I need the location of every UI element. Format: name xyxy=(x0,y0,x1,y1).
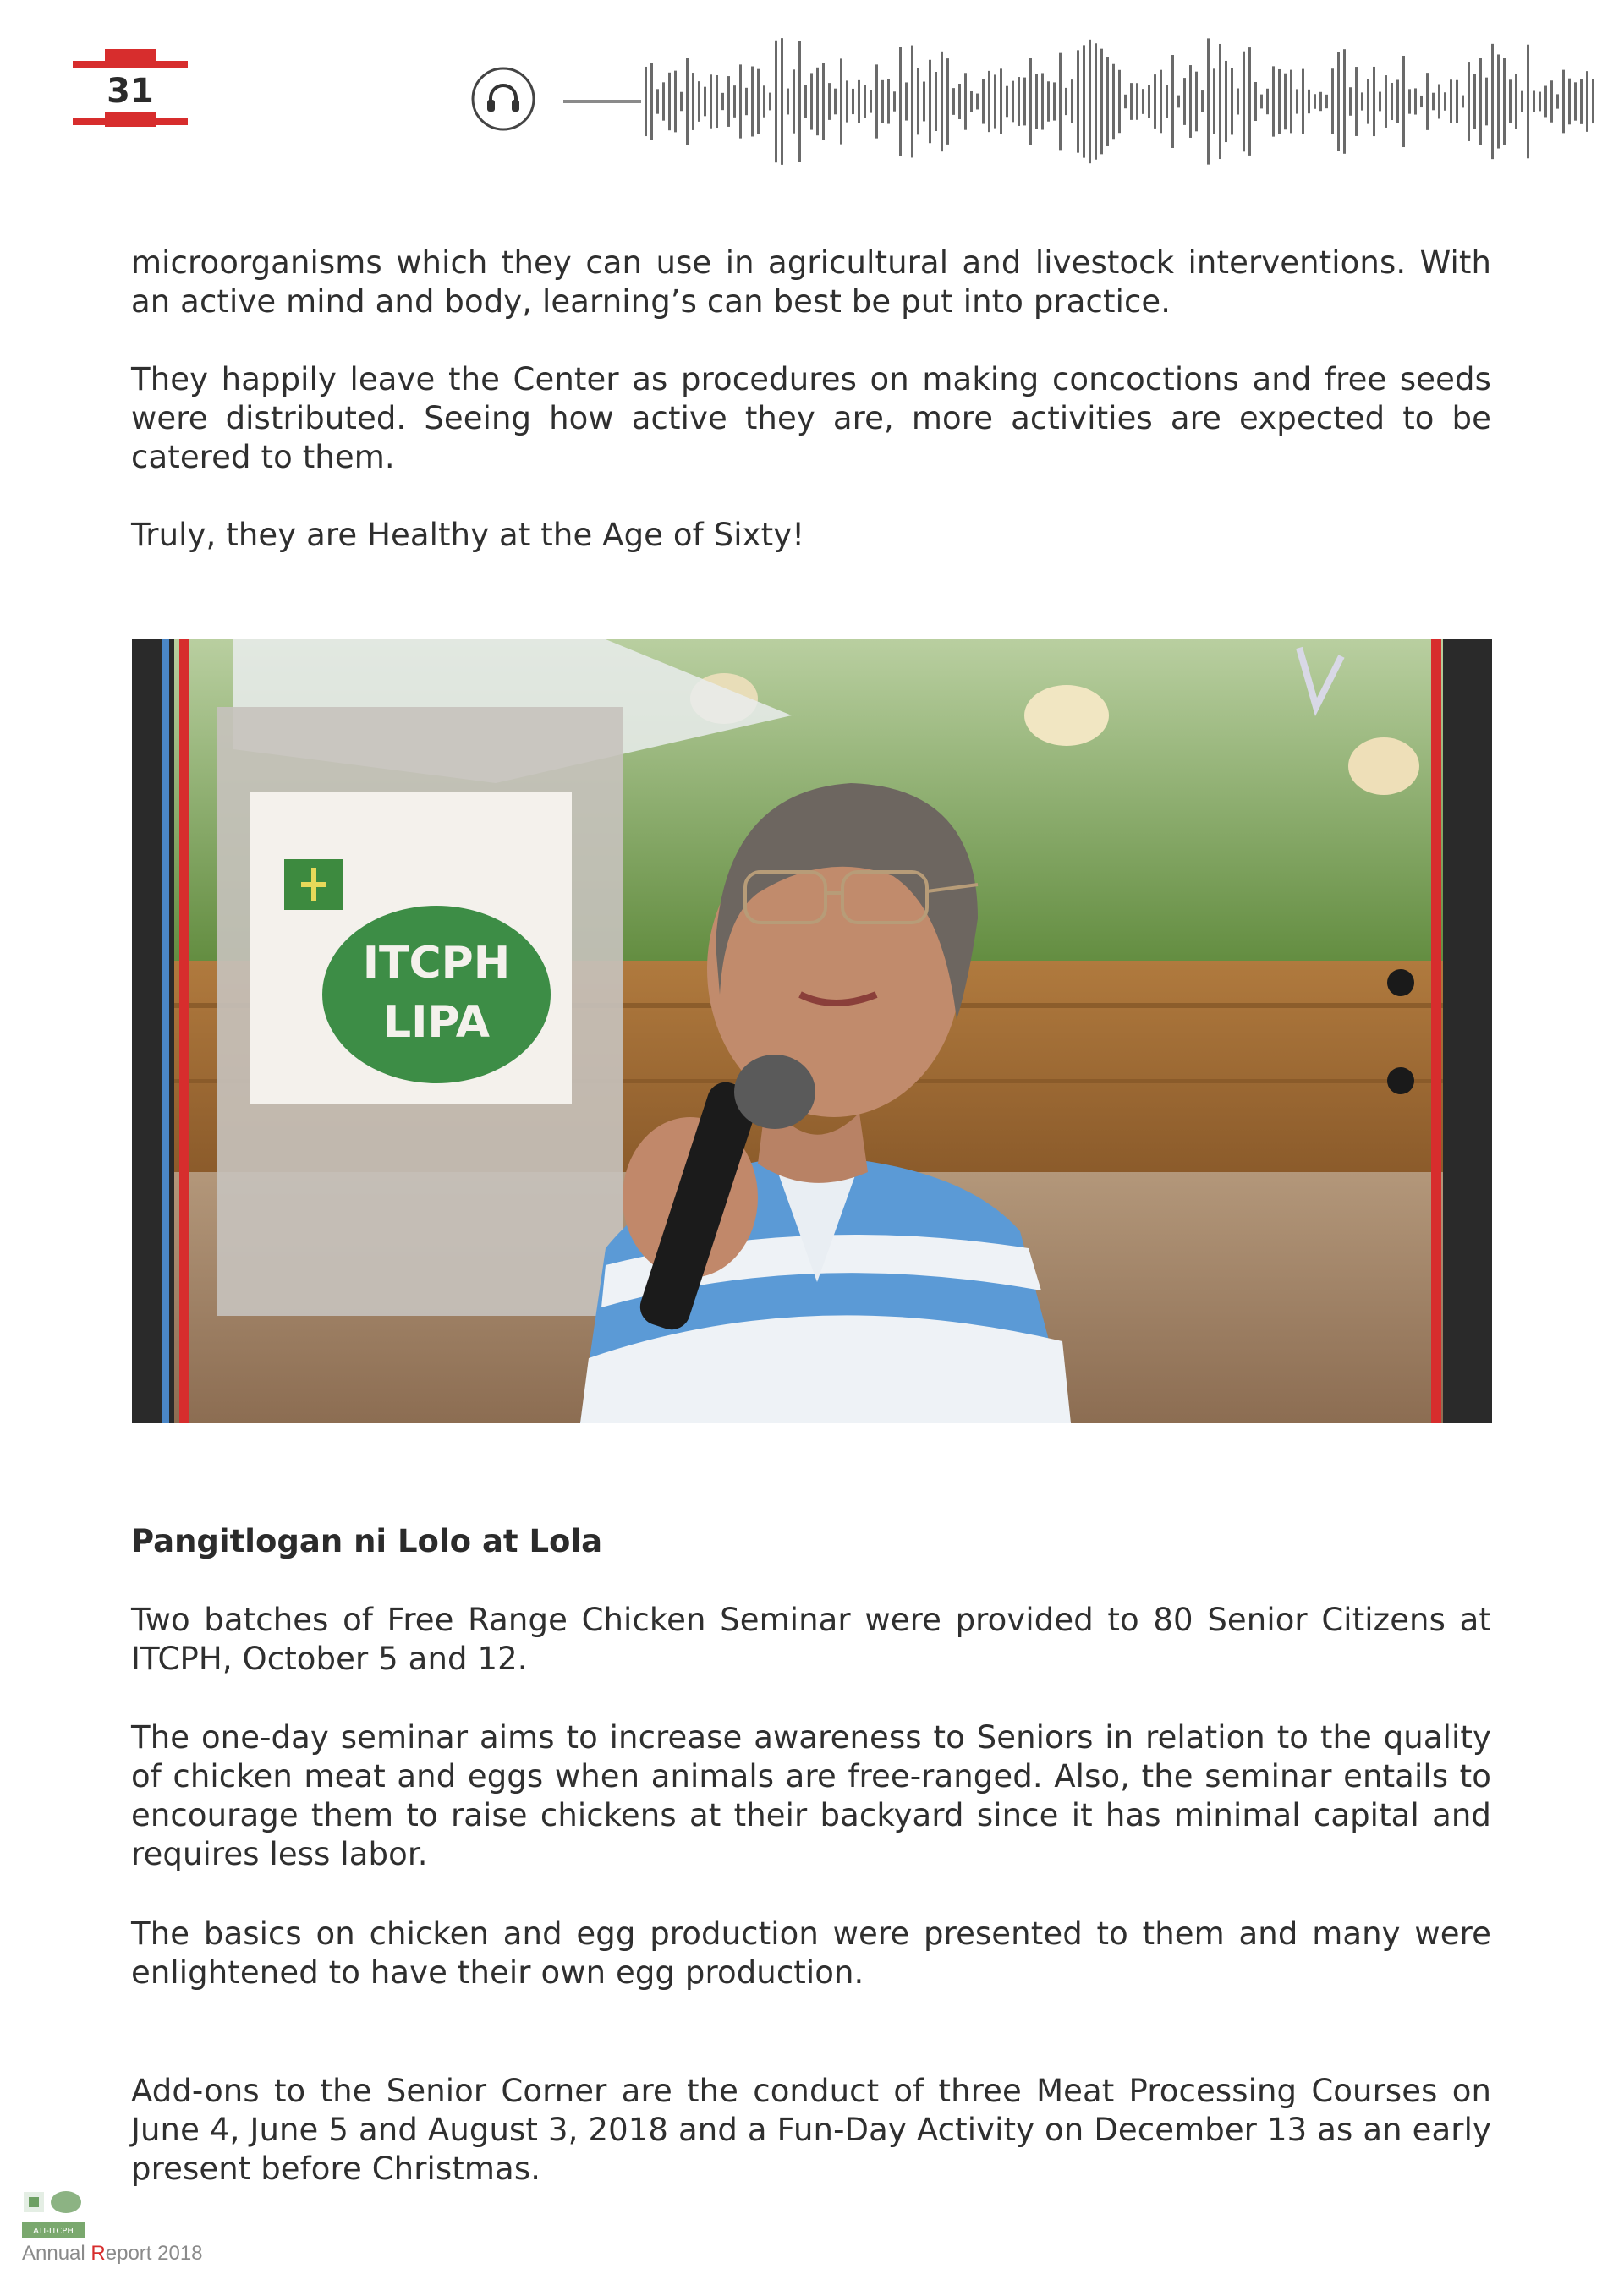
waveform-bar xyxy=(1325,95,1328,108)
photo-logo-text-1: ITCPH xyxy=(362,938,511,989)
waveform-bar xyxy=(1497,54,1500,148)
waveform-bar xyxy=(1367,79,1369,123)
waveform-bar xyxy=(864,85,866,118)
waveform-bar xyxy=(994,74,996,128)
waveform-bar xyxy=(787,89,789,115)
waveform-bar xyxy=(1231,68,1233,135)
waveform-bar xyxy=(1201,90,1204,112)
waveform-bar xyxy=(1219,44,1221,159)
photo-dot-1 xyxy=(1387,969,1414,996)
waveform-bar xyxy=(1396,79,1399,123)
waveform-bar xyxy=(917,68,919,135)
paragraph-healthy-sixty: Truly, they are Healthy at the Age of Sixty! xyxy=(131,517,805,553)
waveform-bar xyxy=(1361,92,1363,110)
paragraph-two-batches: Two batches of Free Range Chicken Seminar were provided to 80 Senior Citizens at ITCPH, October 5 and 12. xyxy=(131,1602,1491,1677)
waveform-bar xyxy=(1515,74,1517,129)
waveform-bar xyxy=(1592,79,1594,123)
waveform-bar xyxy=(1491,44,1494,159)
waveform-bar xyxy=(1426,73,1429,130)
waveform-bar xyxy=(840,58,842,144)
waveform-bar xyxy=(662,82,665,120)
waveform-bar xyxy=(1154,74,1156,129)
waveform-bar xyxy=(935,72,937,131)
waveform-bar xyxy=(757,69,760,134)
waveform-bar xyxy=(1047,81,1050,121)
waveform-bar xyxy=(1438,85,1440,119)
footer-report-word-annual: Annual xyxy=(22,2242,85,2265)
waveform-bar xyxy=(1302,69,1304,134)
waveform-bar xyxy=(941,52,943,151)
waveform-bar xyxy=(1124,95,1127,108)
waveform-bar xyxy=(1006,86,1008,118)
waveform-bar xyxy=(1136,83,1138,120)
audio-waveform-icon[interactable] xyxy=(563,30,1600,173)
waveform-bar xyxy=(1408,89,1411,113)
photo-dot-2 xyxy=(1387,1067,1414,1094)
waveform-bar xyxy=(733,85,736,118)
waveform-bar xyxy=(645,67,647,136)
waveform-bar xyxy=(1314,94,1316,109)
waveform-bar xyxy=(1456,80,1458,123)
waveform-bar xyxy=(769,93,771,111)
waveform-bar xyxy=(1148,85,1150,118)
waveform-bar xyxy=(1568,79,1571,125)
waveform-bar xyxy=(970,91,973,112)
waveform-bar xyxy=(1414,88,1417,114)
waveform-bar xyxy=(881,80,884,123)
waveform-bar xyxy=(1065,88,1067,115)
waveform-bar xyxy=(710,74,712,128)
waveform-bar xyxy=(929,60,931,143)
waveform-bar xyxy=(745,88,748,115)
waveform-bar xyxy=(1029,58,1032,145)
waveform-bar xyxy=(668,73,671,130)
page-number-badge xyxy=(73,49,188,130)
waveform-bar xyxy=(1171,55,1174,148)
waveform-bar xyxy=(964,73,967,129)
waveform-bar xyxy=(1183,78,1186,125)
waveform-bar xyxy=(1237,89,1239,115)
footer-report-letter-r: R xyxy=(91,2242,106,2265)
waveform-bar xyxy=(1533,90,1535,112)
waveform-bar xyxy=(923,82,925,122)
waveform-bar xyxy=(976,94,979,110)
waveform-bar xyxy=(704,87,706,117)
waveform-bar xyxy=(810,73,813,129)
waveform-bar xyxy=(1462,96,1464,108)
waveform-bar xyxy=(1468,62,1470,141)
waveform-bar xyxy=(1000,68,1002,134)
waveform-bar xyxy=(846,80,848,122)
waveform-bar xyxy=(1544,86,1547,118)
waveform-bar xyxy=(1373,67,1375,136)
waveform-bar xyxy=(1556,94,1559,108)
waveform-bar xyxy=(1083,45,1085,157)
waveform-bar xyxy=(1402,56,1405,147)
waveform-bar xyxy=(680,92,683,112)
waveform-bar xyxy=(887,79,890,123)
waveform-bar xyxy=(1243,52,1245,152)
waveform-bar xyxy=(911,46,914,158)
waveform-bar xyxy=(1420,96,1423,107)
waveform-bar xyxy=(1166,85,1168,118)
waveform-bar xyxy=(1195,72,1198,132)
waveform-bar xyxy=(781,38,783,165)
waveform-bar xyxy=(1391,83,1393,120)
waveform-bar xyxy=(1278,69,1281,134)
waveform-bar xyxy=(775,41,777,162)
waveform-bar xyxy=(828,83,831,120)
waveform-bar xyxy=(1550,80,1553,123)
waveform-bar xyxy=(1539,92,1541,112)
waveform-bar xyxy=(1095,43,1097,159)
waveform-bar xyxy=(793,69,795,133)
waveform-bar xyxy=(1331,68,1334,134)
waveform-bar xyxy=(1077,50,1079,152)
waveform-bar xyxy=(674,71,677,133)
waveform-bar xyxy=(1160,70,1162,134)
waveform-bar xyxy=(1308,90,1310,113)
waveform-bar xyxy=(1035,74,1038,129)
waveform-bar xyxy=(988,71,990,132)
waveform-bar xyxy=(946,58,949,145)
waveform-bar xyxy=(650,63,653,140)
paragraph-add-ons: Add-ons to the Senior Corner are the conduct of three Meat Processing Courses on June 4, June 5 and August 3, 2018 and a Fun-Day Activity on December 13 as an early present before Christmas. xyxy=(131,2073,1491,2187)
waveform-bar xyxy=(1479,58,1482,145)
waveform-bar xyxy=(1272,66,1275,136)
waveform-bar xyxy=(1059,53,1062,151)
waveform-bar xyxy=(1018,77,1020,126)
waveform-bar xyxy=(1189,65,1192,138)
waveform-bar xyxy=(1012,81,1014,123)
footer-report-rest: eport 2018 xyxy=(105,2242,203,2265)
waveform-bar xyxy=(1106,57,1109,146)
paragraph-microorganisms: microorganisms which they can use in agricultural and livestock interventions. With an active mind and body, learning’s can best be put into practice. xyxy=(131,244,1491,320)
waveform-bar xyxy=(858,80,860,123)
waveform-bar xyxy=(1023,78,1026,126)
waveform-bar xyxy=(1450,79,1452,123)
waveform-bar xyxy=(721,93,724,110)
waveform-bar xyxy=(804,85,807,118)
waveform-bar xyxy=(1248,47,1251,156)
waveform-bar xyxy=(1485,78,1488,126)
waveform-bar xyxy=(1053,82,1056,120)
paragraph-basics: The basics on chicken and egg production were presented to them and many were enlightened to have their own egg production. xyxy=(131,1915,1491,1991)
waveform-bar xyxy=(899,47,902,156)
waveform-bar xyxy=(1254,82,1257,121)
waveform-bar xyxy=(1379,92,1381,112)
waveform-bar xyxy=(686,58,689,145)
waveform-bar xyxy=(1355,67,1358,136)
waveform-bar xyxy=(1527,45,1529,159)
waveform-bar xyxy=(1100,49,1103,155)
paragraph-leave-center: They happily leave the Center as procedures on making concoctions and free seeds were distributed. Seeing how active they are, more activities are expected to be catered to them. xyxy=(131,361,1491,475)
waveform-bar xyxy=(1580,79,1583,124)
waveform-bar xyxy=(1296,89,1298,113)
photo-logo-text-2: LIPA xyxy=(382,997,491,1048)
waveform-bar xyxy=(870,90,872,112)
section-heading: Pangitlogan ni Lolo at Lola xyxy=(131,1523,603,1559)
headphones-icon[interactable] xyxy=(470,66,536,132)
waveform-bar xyxy=(1041,73,1044,129)
waveform-bar xyxy=(1444,92,1446,111)
waveform-bar xyxy=(852,89,854,114)
waveform-bar xyxy=(698,81,700,122)
waveform-bar xyxy=(798,41,801,162)
waveform-bar xyxy=(716,75,718,128)
waveform-bar xyxy=(822,63,825,140)
page-number-bottom-bar xyxy=(105,112,156,127)
waveform-bar xyxy=(1562,70,1565,134)
waveform-bar xyxy=(1320,92,1322,111)
paragraph-one-day-seminar: The one-day seminar aims to increase awareness to Seniors in relation to the quality of chicken meat and eggs when animals are free-ranged. Also, the seminar entails to encourage them to raise chickens at their backyard since it has minimal capital and requires less labor. xyxy=(131,1719,1491,1872)
waveform-bar xyxy=(1142,89,1144,114)
waveform-bar xyxy=(1207,38,1210,164)
waveform-bar xyxy=(1290,70,1292,134)
waveform-bar xyxy=(958,84,961,119)
footer-logo-label: ATI-ITCPH xyxy=(33,2227,74,2236)
waveform-bar xyxy=(834,89,837,115)
waveform-bar xyxy=(1213,68,1215,134)
waveform-bar xyxy=(893,91,896,111)
waveform-bar xyxy=(1503,58,1506,145)
waveform-bar xyxy=(1574,82,1577,120)
waveform-bar xyxy=(1266,89,1269,114)
waveform-bar xyxy=(763,85,765,117)
waveform-bar xyxy=(1260,95,1263,109)
footer-report-title xyxy=(22,2241,203,2266)
waveform-bar xyxy=(1112,64,1115,140)
waveform-bar xyxy=(739,64,742,138)
waveform-bar xyxy=(1521,91,1523,112)
waveform-bar xyxy=(982,79,985,123)
waveform-bar xyxy=(1385,75,1387,128)
waveform-bar xyxy=(727,76,730,127)
waveform-bar xyxy=(905,82,908,120)
waveform-bar xyxy=(1177,96,1180,108)
photo-senior-speaker xyxy=(132,639,1492,1423)
waveform-bar xyxy=(1343,49,1346,154)
page-number-top-rule xyxy=(73,61,188,68)
page-number: 31 xyxy=(107,72,154,111)
waveform-bar xyxy=(1432,93,1435,111)
waveform-bar xyxy=(1349,87,1352,116)
waveform-bar xyxy=(1473,74,1476,129)
waveform-bar xyxy=(1071,79,1073,123)
waveform-bar xyxy=(1118,70,1121,133)
waveform-bar xyxy=(751,67,754,137)
waveform-bar xyxy=(656,89,659,113)
waveform-bar xyxy=(1337,52,1340,151)
waveform-bar xyxy=(1089,40,1091,163)
waveform-bar xyxy=(1130,83,1133,120)
waveform-bar xyxy=(1509,79,1512,123)
waveform-bar xyxy=(952,88,955,115)
waveform-bar xyxy=(692,73,694,130)
waveform-bar xyxy=(875,64,878,138)
waveform-bar xyxy=(816,68,819,135)
waveform-bar xyxy=(1284,74,1287,130)
waveform-bar xyxy=(1225,61,1227,142)
footer-logo xyxy=(22,2189,85,2239)
waveform-bar xyxy=(1586,71,1588,132)
